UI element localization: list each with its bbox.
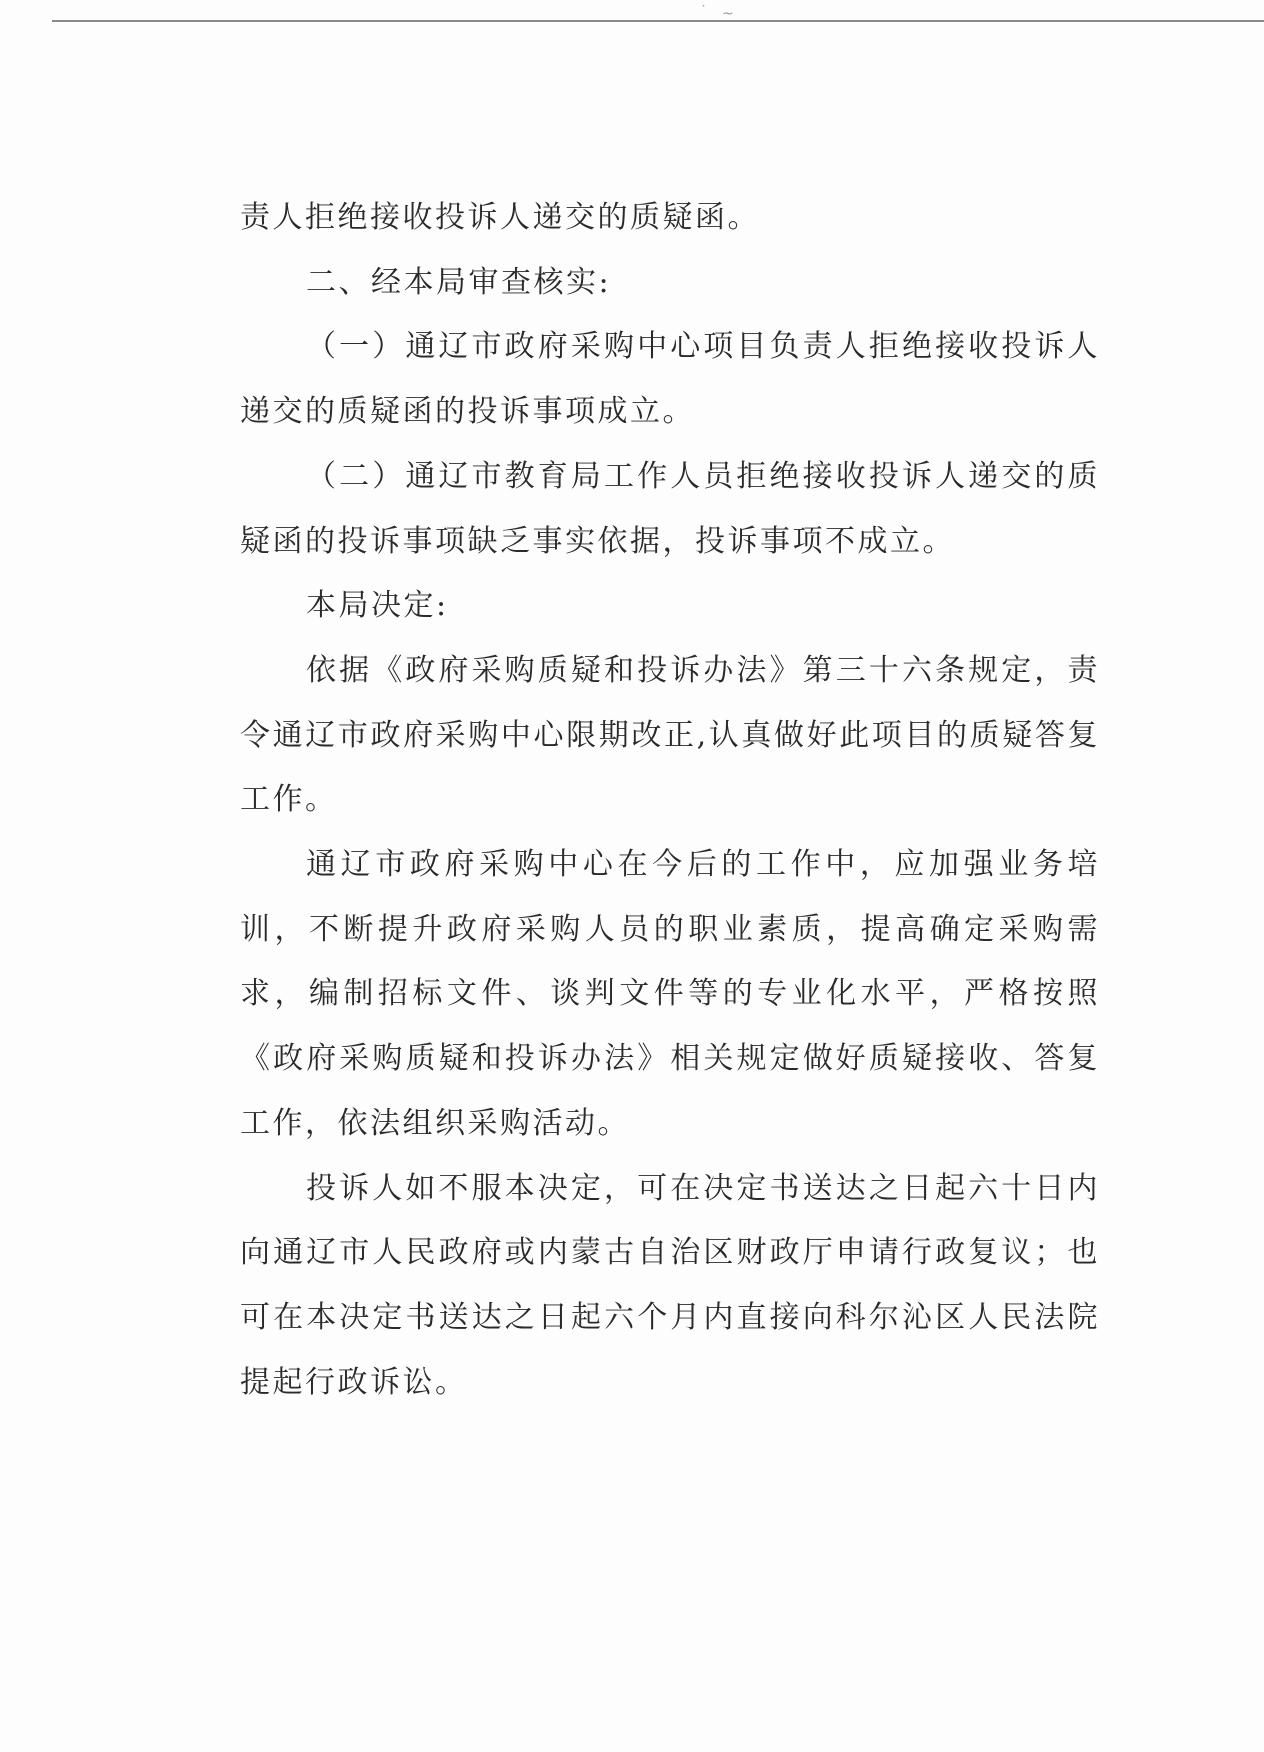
scan-speck: ~ [722, 6, 734, 22]
paragraph-review-heading: 二、经本局审查核实: [306, 264, 612, 300]
paragraph-decision-heading: 本局决定: [306, 588, 449, 624]
document-body [240, 186, 1100, 1415]
paragraph-decision-basis: 依据《政府采购质疑和投诉办法》第三十六条规定，责令通辽市政府采购中心限期改正,认真做好此项目的质疑答复工作。 [240, 652, 1100, 818]
paragraph-finding-two: （二）通辽市教育局工作人员拒绝接收投诉人递交的质疑函的投诉事项缺乏事实依据，投诉事项不成立。 [240, 458, 1100, 559]
scan-speck: ˙ [700, 4, 707, 20]
paragraph-appeal-rights: 投诉人如不服本决定，可在决定书送达之日起六十日内向通辽市人民政府或内蒙古自治区财政厅申请行政复议；也可在本决定书送达之日起六个月内直接向科尔沁区人民法院提起行政诉讼。 [240, 1170, 1100, 1400]
paragraph-finding-one: （一）通辽市政府采购中心项目负责人拒绝接收投诉人递交的质疑函的投诉事项成立。 [240, 329, 1100, 430]
paragraph-continuation: 责人拒绝接收投诉人递交的质疑函。 [240, 200, 760, 235]
paragraph-improvement-requirements: 通辽市政府采购中心在今后的工作中，应加强业务培训，不断提升政府采购人员的职业素质，提高确定采购需求，编制招标文件、谈判文件等的专业化水平，严格按照《政府采购质疑和投诉办法》相关规定做好质疑接收、答复工作，依法组织采购活动。 [240, 847, 1100, 1141]
scan-top-edge [52, 20, 1264, 22]
